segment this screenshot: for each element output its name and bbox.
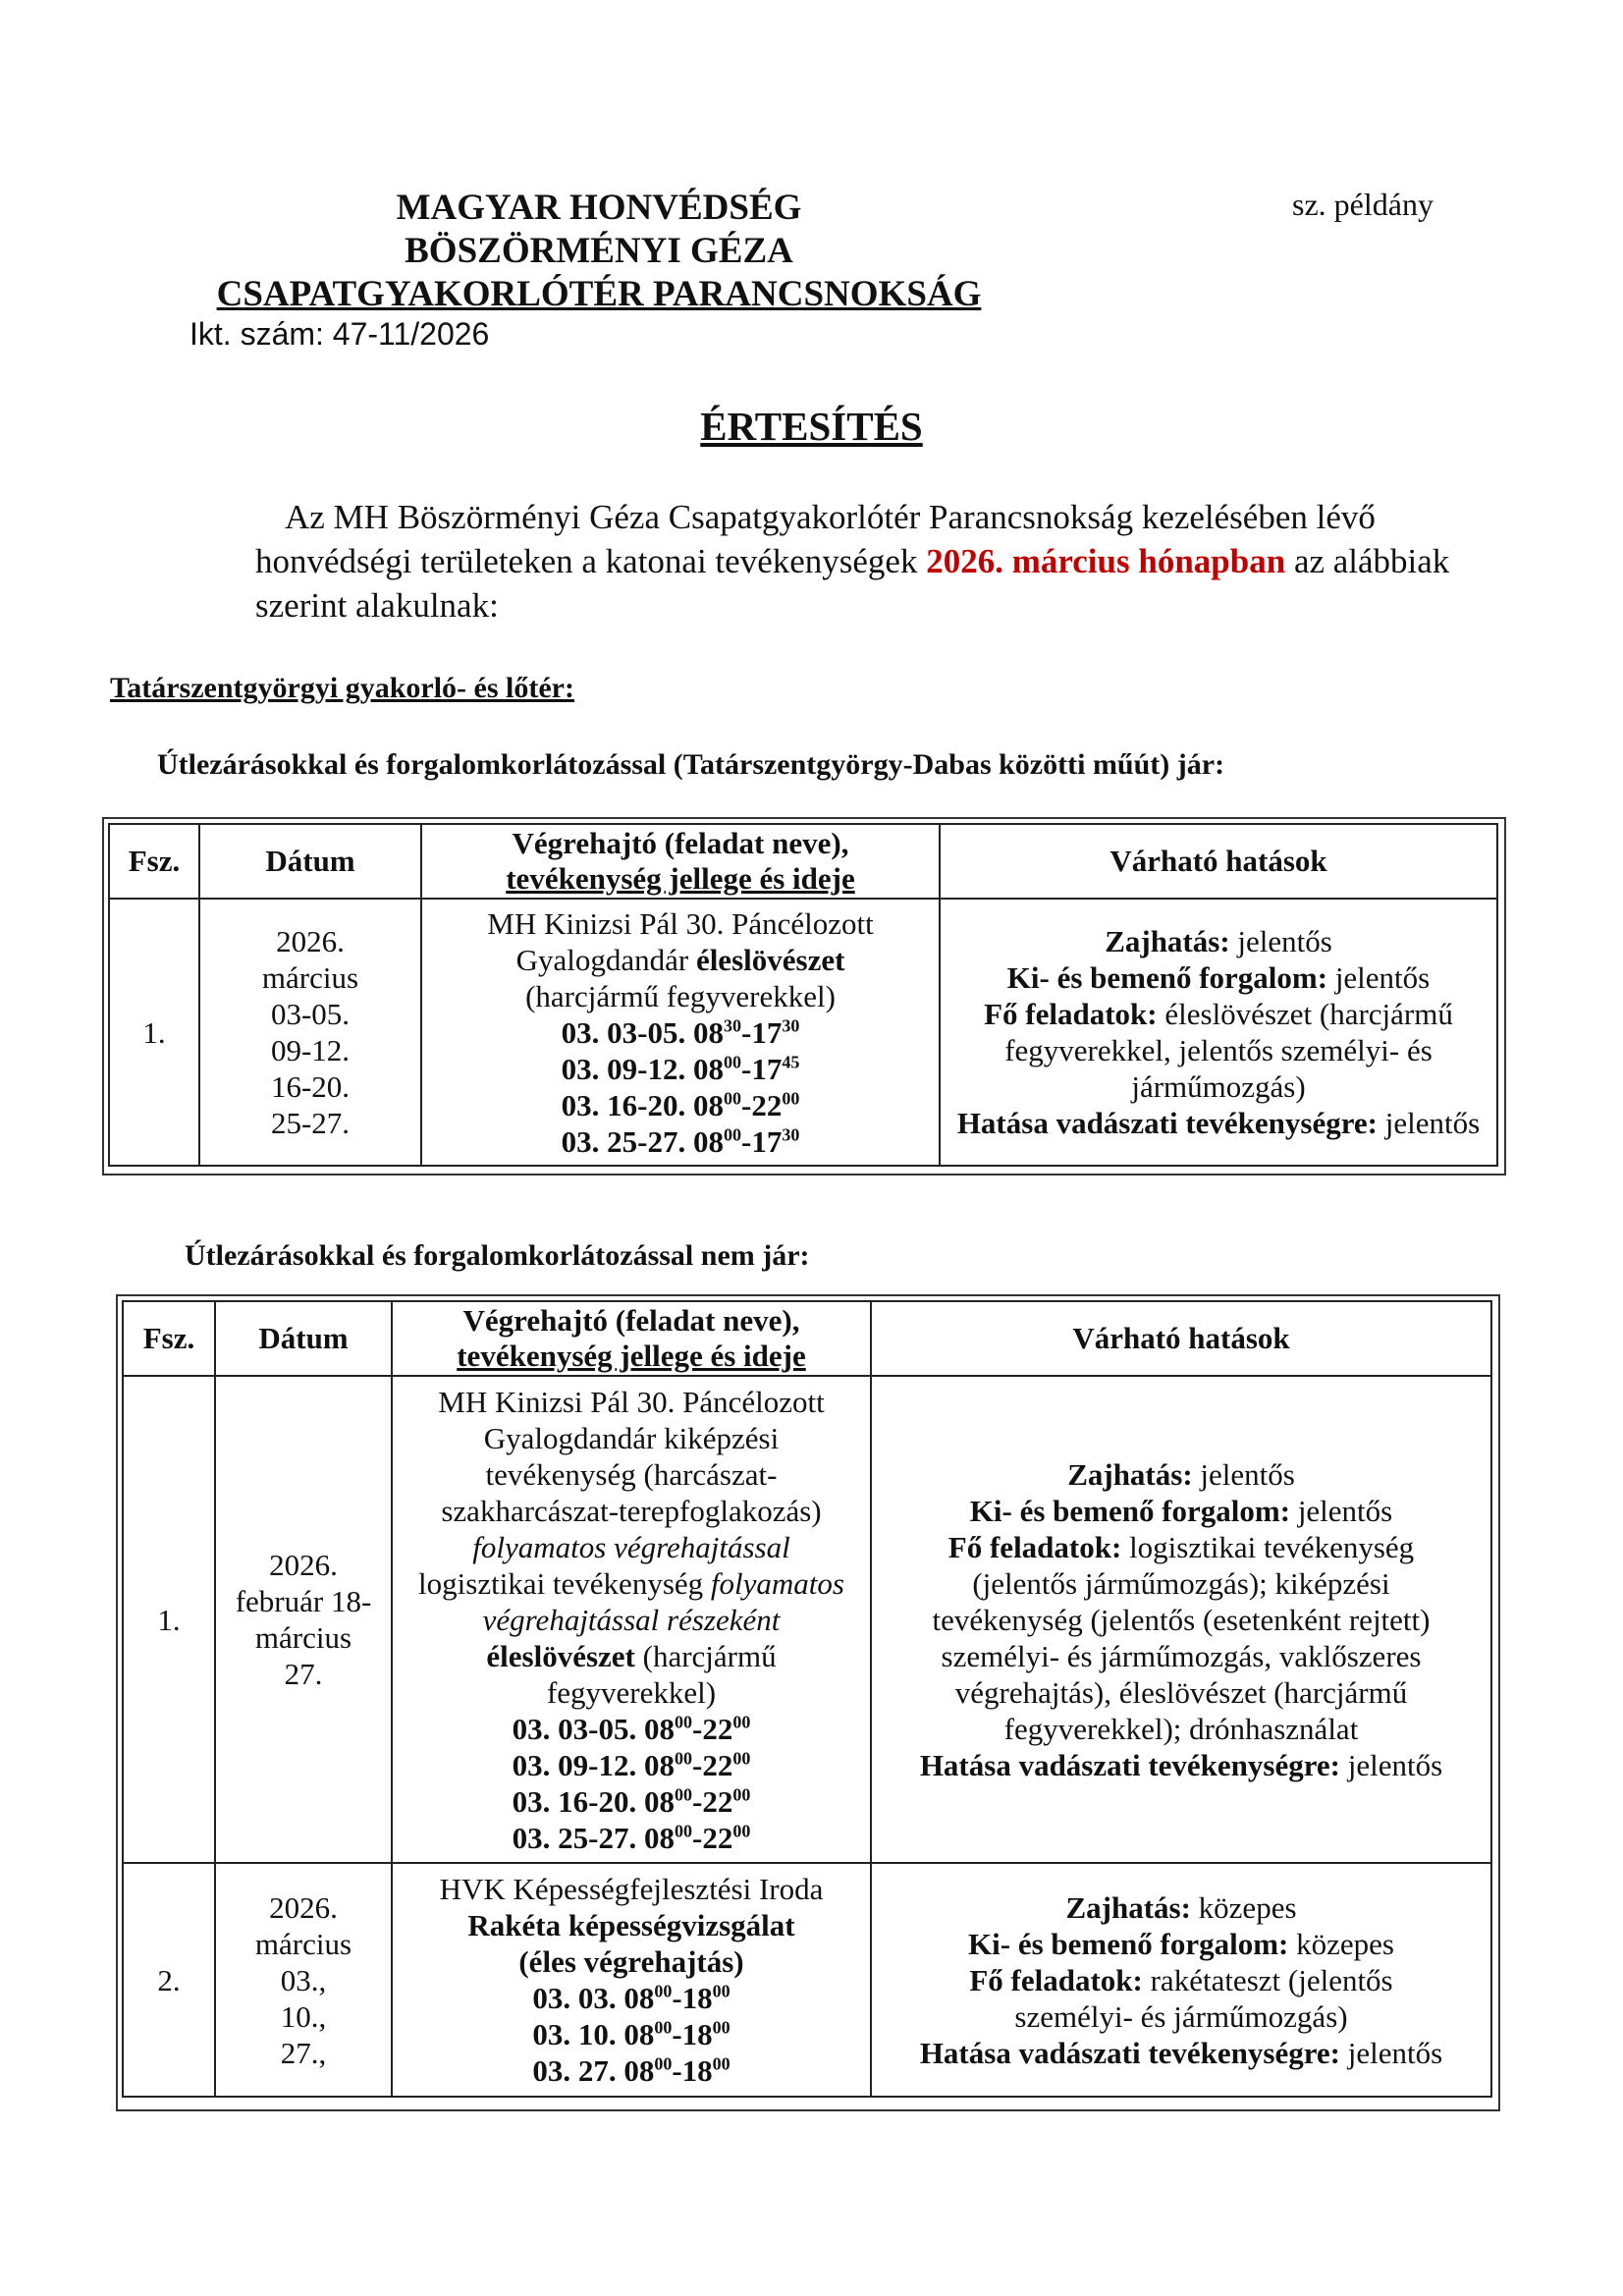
date-line: 09-12. [270, 1033, 351, 1067]
date-line: 16-20. [270, 1069, 351, 1104]
copy-number-label: sz. példány [1292, 187, 1434, 222]
date-line: 2026. [269, 1548, 338, 1582]
effect-tasks-cont: (jelentős járműmozgás); kiképzési [972, 1565, 1390, 1601]
document-title: ÉRTESÍTÉS [700, 404, 923, 449]
table1-heading: Útlezárásokkal és forgalomkorlátozással (Tatárszentgyörgy-Dabas közötti műút) jár: [157, 748, 1225, 781]
time-slot: 03. 16-20. $08^{00}-22^{00}$ [561, 1087, 800, 1122]
table-row [123, 1376, 1491, 1863]
org-line-2: BÖSZÖRMÉNYI GÉZA [405, 231, 793, 271]
date-line: 27., [280, 2035, 327, 2070]
effect-tasks: Fő feladatok: éleslövészet (harcjármű [984, 997, 1453, 1031]
time-slot: 03. 25-27. $08^{00}-17^{30}$ [561, 1123, 800, 1159]
col-effects: Várható hatások [871, 1301, 1491, 1376]
date-line: március [261, 960, 359, 995]
effect-tasks-cont: járműmozgás) [1131, 1069, 1306, 1104]
row-number: 1. [109, 899, 199, 1166]
row-effects [940, 899, 1497, 1166]
effect-traffic: Ki- és bemenő forgalom: közepes [968, 1926, 1394, 1961]
col-executor [421, 824, 940, 899]
org-line-1: MAGYAR HONVÉDSÉG [396, 188, 802, 228]
executor-line: logisztikai tevékenység folyamatos [418, 1565, 844, 1601]
time-slot: 03. 09-12. $08^{00}-22^{00}$ [512, 1747, 751, 1782]
col-date: Dátum [215, 1301, 392, 1376]
executor-line: éleslövészet (harcjármű [486, 1638, 777, 1673]
row-executor [392, 1863, 871, 2097]
effect-noise: Zajhatás: jelentős [1105, 924, 1332, 958]
time-slot: 03. 16-20. $08^{00}-22^{00}$ [512, 1783, 751, 1819]
executor-line: MH Kinizsi Pál 30. Páncélozott [438, 1384, 825, 1419]
col-no: Fsz. [123, 1301, 215, 1376]
executor-line [426, 942, 935, 978]
effect-traffic: Ki- és bemenő forgalom: jelentős [1006, 960, 1431, 995]
effect-tasks-cont: fegyverekkel, jelentős személyi- és [1004, 1033, 1433, 1067]
date-line: 2026. [269, 1889, 338, 1925]
effect-tasks-cont: személyi- és járműmozgás) [1014, 1998, 1348, 2034]
executor-line: fegyverekkel) [546, 1674, 717, 1710]
effect-tasks-cont: tevékenység (jelentős (esetenként rejtett) [932, 1602, 1431, 1637]
time-slot: 03. 09-12. $08^{00}-17^{45}$ [561, 1051, 800, 1086]
effect-tasks-cont: fegyverekkel); drónhasználat [1003, 1711, 1359, 1746]
date-line: 10., [280, 1998, 327, 2034]
table-row [109, 899, 1497, 1166]
time-slot: 03. 03. $08^{00}-18^{00}$ [532, 1981, 730, 2015]
time-slot: 03. 10. $08^{00}-18^{00}$ [532, 2017, 730, 2051]
activity-type: éleslövészet [695, 942, 845, 977]
row-date [215, 1863, 392, 2097]
date-line: március [254, 1926, 352, 1961]
date-line: 03-05. [270, 997, 351, 1031]
table-row [123, 1863, 1491, 2097]
time-slot: 03. 03-05. $08^{00}-22^{00}$ [512, 1711, 751, 1746]
col-no: Fsz. [109, 824, 199, 899]
effect-tasks-cont: végrehajtás), éleslövészet (harcjármű [954, 1674, 1408, 1710]
reference-number: Ikt. szám: 47-11/2026 [189, 316, 490, 352]
row-effects [871, 1863, 1491, 2097]
executor-text: Gyalogdandár [515, 942, 696, 977]
executor-line: MH Kinizsi Pál 30. Páncélozott [487, 905, 874, 941]
col-executor-line2: tevékenység jellege és ideje [457, 1339, 806, 1373]
date-line: 25-27. [270, 1106, 351, 1140]
effect-tasks-cont: személyi- és járműmozgás, vaklőszeres [941, 1638, 1422, 1673]
date-line: március [254, 1620, 352, 1655]
col-executor-line2: tevékenység jellege és ideje [506, 861, 855, 896]
table1 [108, 823, 1498, 1167]
effect-tasks: Fő feladatok: logisztikai tevékenység [947, 1529, 1415, 1564]
executor-line: tevékenység (harcászat- [485, 1456, 778, 1492]
effect-hunting: Hatása vadászati tevékenységre: jelentős [919, 1747, 1443, 1782]
executor-line: (harcjármű fegyverekkel) [525, 978, 836, 1013]
effect-hunting: Hatása vadászati tevékenységre: jelentős [919, 2035, 1443, 2070]
row-effects [871, 1376, 1491, 1863]
effect-tasks: Fő feladatok: rakétateszt (jelentős [969, 1962, 1393, 1997]
row-executor [421, 899, 940, 1166]
intro-highlight: 2026. március hónapban [926, 542, 1286, 580]
row-number: 2. [123, 1863, 215, 2097]
date-line: 03., [280, 1962, 327, 1997]
row-date [215, 1376, 392, 1863]
date-line: február 18- [235, 1584, 372, 1618]
row-number: 1. [123, 1376, 215, 1863]
executor-line: HVK Képességfejlesztési Iroda [439, 1872, 824, 1906]
executor-line: Gyalogdandár kiképzési [483, 1420, 780, 1455]
table2 [122, 1300, 1492, 2098]
effect-noise: Zajhatás: közepes [1065, 1889, 1297, 1925]
organization-name [187, 187, 1011, 316]
executor-line: (éles végrehajtás) [518, 1944, 744, 1979]
row-date [199, 899, 421, 1166]
col-executor [392, 1301, 871, 1376]
effect-traffic: Ki- és bemenő forgalom: jelentős [969, 1493, 1393, 1528]
executor-line: végrehajtással részeként [482, 1602, 781, 1637]
date-line: 27. [284, 1657, 323, 1691]
executor-line: folyamatos végrehajtással [472, 1529, 790, 1564]
effect-hunting: Hatása vadászati tevékenységre: jelentős [956, 1106, 1481, 1140]
intro-text-1: Az MH Böszörményi Géza Csapatgyakorlótér Parancsnokság kezelésében lévő honvédségi területeken a katonai tevékenységek [255, 498, 1376, 580]
col-effects: Várható hatások [940, 824, 1497, 899]
row-executor [392, 1376, 871, 1863]
col-executor-line1: Végrehajtó (feladat neve), [512, 826, 849, 860]
effect-noise: Zajhatás: jelentős [1067, 1456, 1295, 1492]
intro-paragraph [255, 495, 1453, 628]
col-executor-line1: Végrehajtó (feladat neve), [462, 1303, 800, 1338]
executor-line: Rakéta képességvizsgálat [467, 1908, 795, 1942]
table2-heading: Útlezárásokkal és forgalomkorlátozással nem jár: [185, 1239, 810, 1272]
time-slot: 03. 03-05. $08^{30}-17^{30}$ [561, 1014, 800, 1050]
intro-text-2: az alábbiak szerint alakulnak: [255, 542, 1450, 625]
executor-line: szakharcászat-terepfoglakozás) [441, 1493, 822, 1528]
col-date: Dátum [199, 824, 421, 899]
time-slot: 03. 27. $08^{00}-18^{00}$ [532, 2053, 730, 2088]
org-line-3: CSAPATGYAKORLÓTÉR PARANCSNOKSÁG [216, 274, 982, 314]
time-slot: 03. 25-27. $08^{00}-22^{00}$ [512, 1820, 751, 1855]
section-title: Tatárszentgyörgyi gyakorló- és lőtér: [110, 672, 574, 704]
date-line: 2026. [276, 924, 345, 958]
